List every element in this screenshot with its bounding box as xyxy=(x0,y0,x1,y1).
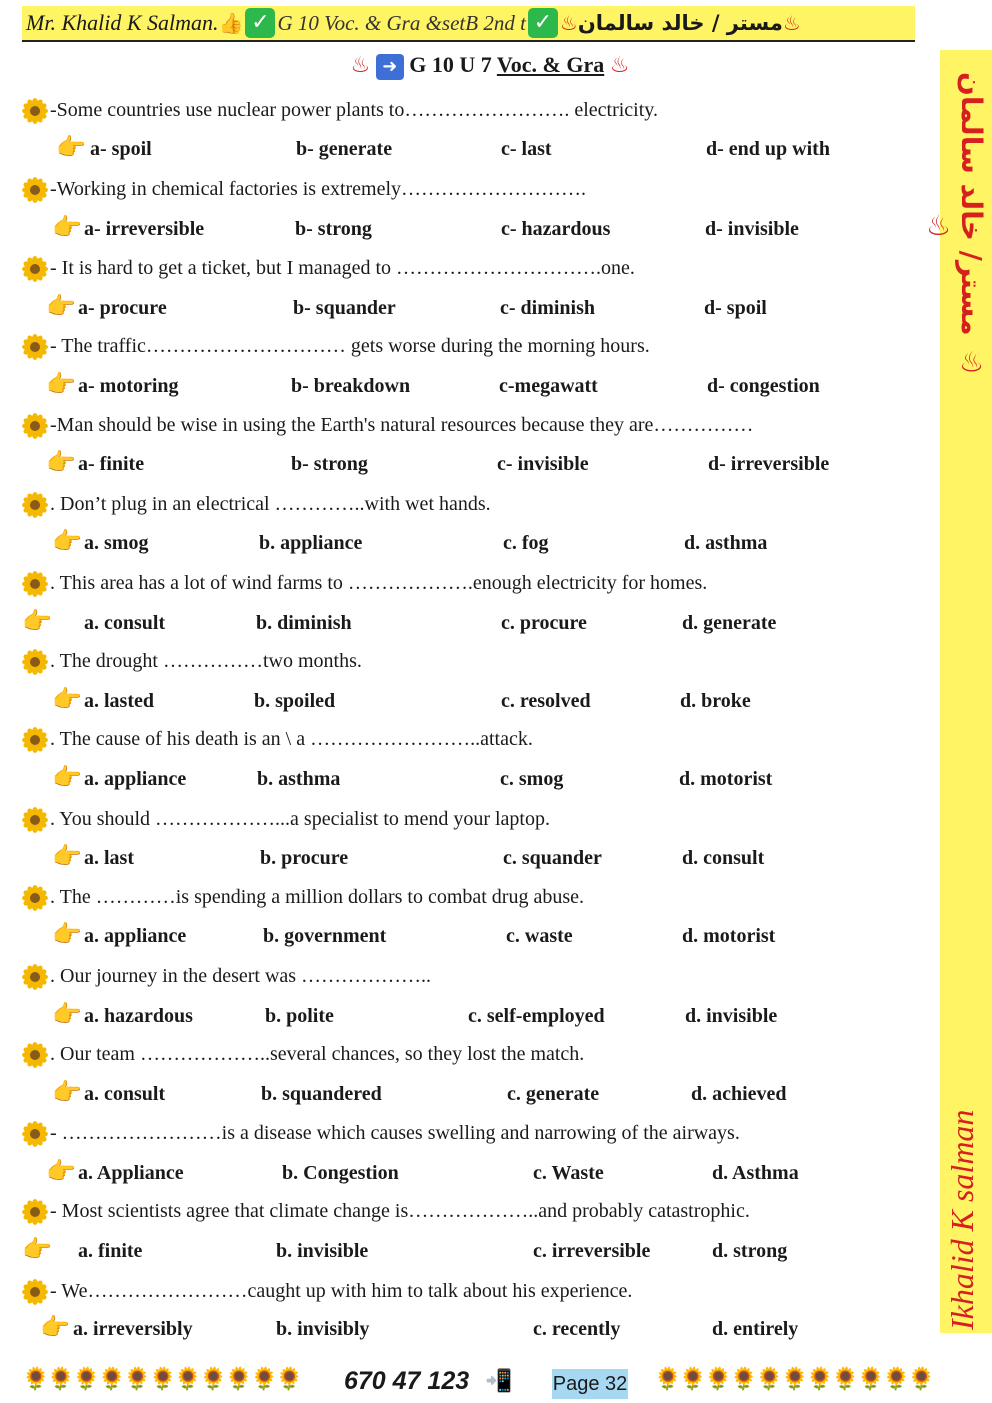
question-text: - We……………………caught up with him to talk about his experience. xyxy=(50,1280,633,1302)
question-text: . The cause of his death is an \ a ……………………..attack. xyxy=(50,728,533,750)
pointing-hand-icon: 👉 xyxy=(52,842,82,870)
pointing-hand-icon: 👉 xyxy=(40,1313,70,1341)
answer-option[interactable]: c. squander xyxy=(503,847,602,869)
options-row xyxy=(0,1079,880,1109)
question-text: . You should ………………...a specialist to mend your laptop. xyxy=(50,808,550,830)
options-row xyxy=(0,686,880,716)
pointing-hand-icon: 👉 xyxy=(22,1235,52,1263)
thumbs-up-icon: 👍 xyxy=(218,11,244,35)
question-text: -Some countries use nuclear power plants to……………………. electricity. xyxy=(50,99,658,121)
pointing-hand-icon: 👉 xyxy=(22,607,52,635)
options-row xyxy=(0,449,880,479)
question-stem xyxy=(22,254,922,282)
sidebar-latin-name: Ikhalid K salman xyxy=(944,1109,980,1330)
sidebar-arabic-text: مستر/ خالد سالمان xyxy=(955,71,988,336)
sunflower-icon xyxy=(22,493,50,515)
pointing-hand-icon: 👉 xyxy=(52,213,82,241)
hot-springs-icon: ♨ xyxy=(782,11,801,35)
answer-option[interactable]: b- strong xyxy=(291,453,368,475)
answer-option[interactable]: d. consult xyxy=(682,847,765,869)
answer-option[interactable]: b- strong xyxy=(295,218,372,240)
answer-option[interactable]: b. appliance xyxy=(259,532,363,554)
pointing-hand-icon: 👉 xyxy=(52,1000,82,1028)
answer-option[interactable]: d. achieved xyxy=(691,1083,787,1105)
sunflower-icon xyxy=(22,257,50,279)
pointing-hand-icon: 👉 xyxy=(52,685,82,713)
answer-option[interactable]: a- motoring xyxy=(78,375,179,397)
answer-option[interactable]: d. Asthma xyxy=(712,1162,799,1184)
answer-option[interactable]: a. appliance xyxy=(84,925,187,947)
answer-option[interactable]: c. generate xyxy=(507,1083,600,1105)
title-prefix: G 10 U 7 xyxy=(409,52,492,77)
options-row xyxy=(0,921,880,951)
answer-option[interactable]: b. squandered xyxy=(261,1083,382,1105)
answer-option[interactable]: d. invisible xyxy=(685,1005,778,1027)
pointing-hand-icon: 👉 xyxy=(52,763,82,791)
answer-option[interactable]: d. broke xyxy=(680,690,751,712)
sunflower-icon xyxy=(22,1200,50,1222)
answer-option[interactable]: c- hazardous xyxy=(501,218,611,240)
options-row xyxy=(0,843,880,873)
sunflower-icon xyxy=(22,886,50,908)
question-text: - Most scientists agree that climate change is………………..and probably catastrophic. xyxy=(50,1200,750,1222)
answer-option[interactable]: a- finite xyxy=(78,453,145,475)
answer-option[interactable]: d. motorist xyxy=(682,925,776,947)
answer-option[interactable]: b. Congestion xyxy=(282,1162,399,1184)
question-text: -Working in chemical factories is extremely………………………. xyxy=(50,178,587,200)
answer-option[interactable]: d. strong xyxy=(712,1240,788,1262)
sunflower-icon xyxy=(22,808,50,830)
question-text: . Our team ………………..several chances, so they lost the match. xyxy=(50,1043,585,1065)
pointing-hand-icon: 👉 xyxy=(46,292,76,320)
sunflower-icon xyxy=(22,335,50,357)
answer-option[interactable]: b. polite xyxy=(265,1005,334,1027)
answer-option[interactable]: c. waste xyxy=(506,925,573,947)
answer-option[interactable]: a- irreversible xyxy=(84,218,205,240)
check-icon: ✓ xyxy=(245,8,275,38)
answer-option[interactable]: a. irreversibly xyxy=(73,1318,193,1340)
answer-option[interactable]: a. consult xyxy=(84,1083,166,1105)
title-underlined: Voc. & Gra xyxy=(496,52,605,77)
pointing-hand-icon: 👉 xyxy=(46,448,76,476)
hot-springs-icon: ♨ xyxy=(955,335,988,379)
answer-option[interactable]: a- spoil xyxy=(90,138,152,160)
question-text: - ……………………is a disease which causes swelling and narrowing of the airways. xyxy=(50,1122,740,1144)
hot-springs-icon: ♨ xyxy=(922,208,955,242)
question-stem xyxy=(22,569,922,597)
answer-option[interactable]: b. invisibly xyxy=(276,1318,370,1340)
answer-option[interactable]: a. finite xyxy=(78,1240,143,1262)
answer-option[interactable]: a. smog xyxy=(84,532,149,554)
options-row xyxy=(0,1236,880,1266)
sunflower-icon xyxy=(22,650,50,672)
question-text: - The traffic………………………… gets worse during the morning hours. xyxy=(50,335,650,357)
answer-option[interactable]: b. procure xyxy=(260,847,349,869)
answer-option[interactable]: c. irreversible xyxy=(533,1240,651,1262)
answer-option[interactable]: c. self-employed xyxy=(468,1005,605,1027)
answer-option[interactable]: c- diminish xyxy=(500,297,596,319)
question-stem xyxy=(22,883,922,911)
answer-option[interactable]: d- end up with xyxy=(706,138,830,160)
answer-option[interactable]: d- spoil xyxy=(704,297,767,319)
answer-option[interactable]: a- procure xyxy=(78,297,167,319)
hot-springs-icon: ♨ xyxy=(559,11,578,35)
question-stem xyxy=(22,647,922,675)
sunflower-icon xyxy=(22,178,50,200)
answer-option[interactable]: d. entirely xyxy=(712,1318,799,1340)
sunflower-icon xyxy=(22,572,50,594)
pointing-hand-icon: 👉 xyxy=(52,920,82,948)
answer-option[interactable]: a. hazardous xyxy=(84,1005,193,1027)
answer-option[interactable]: a. appliance xyxy=(84,768,187,790)
answer-option[interactable]: d- congestion xyxy=(707,375,820,397)
answer-option[interactable]: d. asthma xyxy=(684,532,768,554)
question-stem xyxy=(22,805,922,833)
answer-option[interactable]: c. smog xyxy=(500,768,564,790)
options-row xyxy=(0,608,880,638)
sunflower-icon xyxy=(22,414,50,436)
page-number: Page 32 xyxy=(552,1369,628,1399)
pointing-hand-icon: 👉 xyxy=(46,1157,76,1185)
arabic-author-name: مستر / خالد سالمان xyxy=(577,11,783,35)
sidebar-arabic-name xyxy=(922,60,988,390)
sunflower-icon xyxy=(22,1280,50,1302)
phone-number: 670 47 123 xyxy=(344,1367,470,1395)
answer-option[interactable]: d- invisible xyxy=(705,218,799,240)
answer-option[interactable]: d. generate xyxy=(682,612,777,634)
sunflower-icon xyxy=(22,99,50,121)
pointing-hand-icon: 👉 xyxy=(52,527,82,555)
answer-option[interactable]: a. lasted xyxy=(84,690,154,712)
question-stem xyxy=(22,1119,922,1147)
sunflower-icon xyxy=(22,965,50,987)
question-stem xyxy=(22,725,922,753)
answer-option[interactable]: b. government xyxy=(263,925,387,947)
answer-option[interactable]: a. consult xyxy=(84,612,166,634)
author-name: Mr. Khalid K Salman. xyxy=(26,10,219,35)
question-text: . This area has a lot of wind farms to ……………….enough electricity for homes. xyxy=(50,572,708,594)
question-stem xyxy=(22,1040,922,1068)
sunflower-icon xyxy=(22,1122,50,1144)
answer-option[interactable]: b. diminish xyxy=(256,612,352,634)
mobile-phone-icon: 📲 xyxy=(485,1369,513,1394)
header-bar xyxy=(22,6,915,42)
check-icon: ✓ xyxy=(528,8,558,38)
arrow-right-icon: ➜ xyxy=(376,54,404,80)
pointing-hand-icon: 👉 xyxy=(52,1078,82,1106)
sunflower-row-icon: 🌻🌻🌻🌻🌻🌻🌻🌻🌻🌻🌻 xyxy=(654,1367,934,1392)
options-row xyxy=(0,293,880,323)
pointing-hand-icon: 👉 xyxy=(46,370,76,398)
answer-option[interactable]: c. procure xyxy=(501,612,587,634)
answer-option[interactable]: c-megawatt xyxy=(499,375,598,397)
options-row xyxy=(0,1001,880,1031)
answer-option[interactable]: b. spoiled xyxy=(254,690,336,712)
hot-springs-icon: ♨ xyxy=(609,53,630,78)
answer-option[interactable]: b- generate xyxy=(296,138,393,160)
answer-option[interactable]: c- invisible xyxy=(497,453,589,475)
answer-option[interactable]: c. Waste xyxy=(533,1162,604,1184)
answer-option[interactable]: c- last xyxy=(501,138,552,160)
question-stem xyxy=(22,332,922,360)
question-text: - It is hard to get a ticket, but I managed to ………………………….one. xyxy=(50,257,635,279)
answer-option[interactable]: a. last xyxy=(84,847,134,869)
course-label: G 10 Voc. & Gra &setB 2nd t xyxy=(277,10,526,35)
answer-option[interactable]: b- breakdown xyxy=(291,375,411,397)
pointing-hand-icon: 👉 xyxy=(56,133,86,161)
footer xyxy=(22,1367,942,1403)
question-stem xyxy=(22,1277,922,1305)
question-stem xyxy=(22,962,922,990)
question-text: . Our journey in the desert was ……………….. xyxy=(50,965,432,987)
options-row xyxy=(0,1158,880,1188)
question-text: . Don’t plug in an electrical …………..with wet hands. xyxy=(50,493,491,515)
answer-option[interactable]: c. resolved xyxy=(501,690,591,712)
answer-option[interactable]: b. invisible xyxy=(276,1240,369,1262)
question-stem xyxy=(22,411,922,439)
question-text: . The drought ……………two months. xyxy=(50,650,362,672)
question-stem xyxy=(22,96,922,124)
hot-springs-icon: ♨ xyxy=(350,53,371,78)
options-row xyxy=(0,134,880,164)
sunflower-icon xyxy=(22,728,50,750)
question-stem xyxy=(22,1197,922,1225)
answer-option[interactable]: d- irreversible xyxy=(708,453,830,475)
answer-option[interactable]: b- squander xyxy=(293,297,396,319)
options-row xyxy=(0,764,880,794)
options-row xyxy=(0,214,880,244)
answer-option[interactable]: c. fog xyxy=(503,532,549,554)
sunflower-icon xyxy=(22,1043,50,1065)
page-title xyxy=(310,52,670,86)
options-row xyxy=(0,1314,880,1344)
options-row xyxy=(0,528,880,558)
answer-option[interactable]: c. recently xyxy=(533,1318,621,1340)
question-text: -Man should be wise in using the Earth's natural resources because they are…………… xyxy=(50,414,754,436)
question-stem xyxy=(22,175,922,203)
answer-option[interactable]: b. asthma xyxy=(257,768,341,790)
options-row xyxy=(0,371,880,401)
answer-option[interactable]: d. motorist xyxy=(679,768,773,790)
sunflower-row-icon: 🌻🌻🌻🌻🌻🌻🌻🌻🌻🌻🌻 xyxy=(22,1367,302,1392)
question-stem xyxy=(22,490,922,518)
question-text: . The …………is spending a million dollars to combat drug abuse. xyxy=(50,886,585,908)
answer-option[interactable]: a. Appliance xyxy=(78,1162,184,1184)
